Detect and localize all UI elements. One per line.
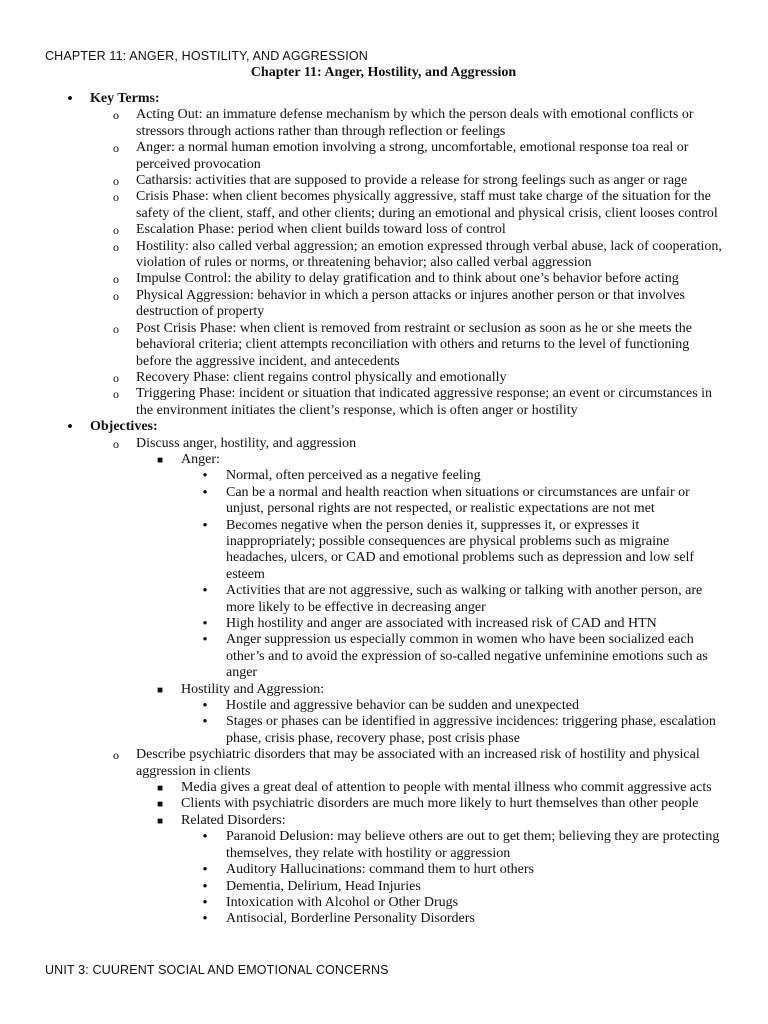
dot-bullet: • [202,468,208,485]
circle-bullet: o [113,272,119,287]
objective-text: Describe psychiatric disorders that may be associated with an increased risk of hostility and physical aggression in clients [136,747,700,779]
square-bullet: ■ [156,454,164,466]
point-text: High hostility and anger are associated with increased risk of CAD and HTN [226,616,657,631]
point-text: Activities that are not aggressive, such as walking or talking with another person, are more likely to be effective in decreasing anger [226,583,703,615]
point-text: Intoxication with Alcohol or Other Drugs [226,894,459,910]
point-text: Paranoid Delusion: may believe others are out to get them; believing they are protecting themselves, they relate with hostility or aggression [226,829,720,861]
objective-point [45,862,722,878]
point-text: Auditory Hallucinations: command them to hurt others [226,862,534,878]
circle-bullet: o [113,387,119,402]
circle-bullet: o [113,288,119,303]
page-header: CHAPTER 11: ANGER, HOSTILITY, AND AGGRESSION [45,49,368,63]
circle-bullet: o [113,141,119,156]
group-label: Hostility and Aggression: [181,681,325,697]
dot-bullet: • [202,583,208,600]
bullet: • [67,419,73,436]
dot-bullet: • [202,911,208,928]
circle-bullet: o [113,108,119,123]
point-text: Dementia, Delirium, Head Injuries [226,878,421,894]
objective-group [45,452,722,468]
group-label: Related Disorders: [181,812,286,828]
square-bullet: ■ [156,783,164,795]
key-term-text: Hostility: also called verbal aggression; an emotion expressed through verbal abuse, lack of cooperation, violation of rules or norms, or threatening behavior; also called verbal aggression [136,238,722,271]
key-term-item [45,271,722,287]
section-heading: Key Terms: [90,91,160,106]
key-term-text: Anger: a normal human emotion involving a strong, uncomfortable, emotional response toa real or perceived provocation [136,140,689,172]
point-text: Normal, often perceived as a negative feeling [226,468,481,484]
circle-bullet: o [113,436,119,451]
point-text: Anger suppression us especially common in women who have been socialized each other’s and to avoid the expression of so-called negative unfeminine emotions such as anger [226,632,708,681]
dot-bullet: • [202,829,208,846]
objective-point [45,616,722,632]
key-term-text: Triggering Phase: incident or situation that indicated aggressive response; an event or circumstances in the environment initiates the client’s response, which is often anger or hostility [136,386,713,418]
group-label: Media gives a great deal of attention to people with mental illness who commit aggressive acts [181,780,712,796]
circle-bullet: o [113,321,119,336]
key-term-text: Escalation Phase: period when client builds toward loss of control [136,222,506,238]
key-term-item [45,189,722,222]
section-key-terms [45,91,722,107]
objective-point [45,911,722,927]
objective-group [45,682,722,698]
point-text: Hostile and aggressive behavior can be sudden and unexpected [226,698,579,714]
point-text: Can be a normal and health reaction when situations or circumstances are unfair or unjust, personal rights are not respected, or realistic expectations are not met [226,484,690,517]
objective-point [45,485,722,518]
circle-bullet: o [113,190,119,205]
key-term-item [45,140,722,173]
objective-point [45,468,722,484]
dot-bullet: • [202,632,208,649]
objective-point [45,879,722,895]
dot-bullet: • [202,878,208,895]
objective-point [45,714,722,747]
objective-point [45,698,722,714]
page-title: Chapter 11: Anger, Hostility, and Aggression [250,65,517,80]
key-term-text: Physical Aggression: behavior in which a person attacks or injures another person or that involves destruction of property [136,287,685,320]
group-label: Clients with psychiatric disorders are much more likely to hurt themselves than other people [181,796,699,812]
key-term-item [45,288,722,321]
circle-bullet: o [113,174,119,189]
objective-point [45,518,722,584]
section-objectives [45,419,722,435]
circle-bullet: o [113,370,119,385]
key-term-text: Acting Out: an immature defense mechanism by which the person deals with emotional conflicts or stressors through actions rather than through reflection or feelings [136,107,694,139]
square-bullet: ■ [156,815,164,827]
point-text: Becomes negative when the person denies it, suppresses it, or expresses it inappropriately; possible consequences are physical problems such as migraine headaches, ulcers, or CAD and emotional problems such as depression and low self esteem [226,517,695,582]
objective-point [45,583,722,616]
circle-bullet: o [113,239,119,254]
key-term-item [45,386,722,419]
circle-bullet: o [113,748,119,763]
square-bullet: ■ [156,799,164,811]
point-text: Stages or phases can be identified in aggressive incidences: triggering phase, escalation phase, crisis phase, recovery phase, post crisis phase [226,714,716,746]
key-term-text: Post Crisis Phase: when client is removed from restraint or seclusion as soon as he or she meets the behavioral criteria; client attempts reconciliation with others and returns to the level of functioning before the aggressive incident, and antecedents [136,320,693,369]
key-term-item [45,370,722,386]
square-bullet: ■ [156,684,164,696]
objective-point [45,895,722,911]
bullet: • [67,91,73,107]
objective-item [45,747,722,780]
point-text: Antisocial, Borderline Personality Disorders [226,911,475,927]
objective-group [45,813,722,829]
key-term-text: Impulse Control: the ability to delay gratification and to think about one’s behavior before acting [136,271,679,287]
dot-bullet: • [202,894,208,911]
objective-text: Discuss anger, hostility, and aggression [136,435,357,451]
section-heading: Objectives: [90,419,158,435]
objective-item [45,436,722,452]
dot-bullet: • [202,484,208,501]
key-term-item [45,239,722,272]
circle-bullet: o [113,223,119,238]
objective-point [45,829,722,862]
key-term-item [45,321,722,370]
dot-bullet: • [202,616,208,632]
key-term-item [45,173,722,189]
key-term-item [45,107,722,140]
group-label: Anger: [181,451,220,467]
objective-point [45,632,722,681]
dot-bullet: • [202,698,208,715]
key-term-text: Recovery Phase: client regains control physically and emotionally [136,369,507,385]
page-footer: UNIT 3: CUURENT SOCIAL AND EMOTIONAL CONCERNS [45,963,389,977]
document-body [45,91,722,928]
dot-bullet: • [202,714,208,731]
key-term-text: Catharsis: activities that are supposed to provide a release for strong feelings such as anger or rage [136,173,688,189]
objective-group [45,796,722,812]
key-term-item [45,222,722,238]
dot-bullet: • [202,862,208,879]
dot-bullet: • [202,517,208,534]
objective-group [45,780,722,796]
key-term-text: Crisis Phase: when client becomes physically aggressive, staff must take charge of the situation for the safety of the client, staff, and other clients; during an emotional and physical crisis, client looses control [136,189,718,221]
